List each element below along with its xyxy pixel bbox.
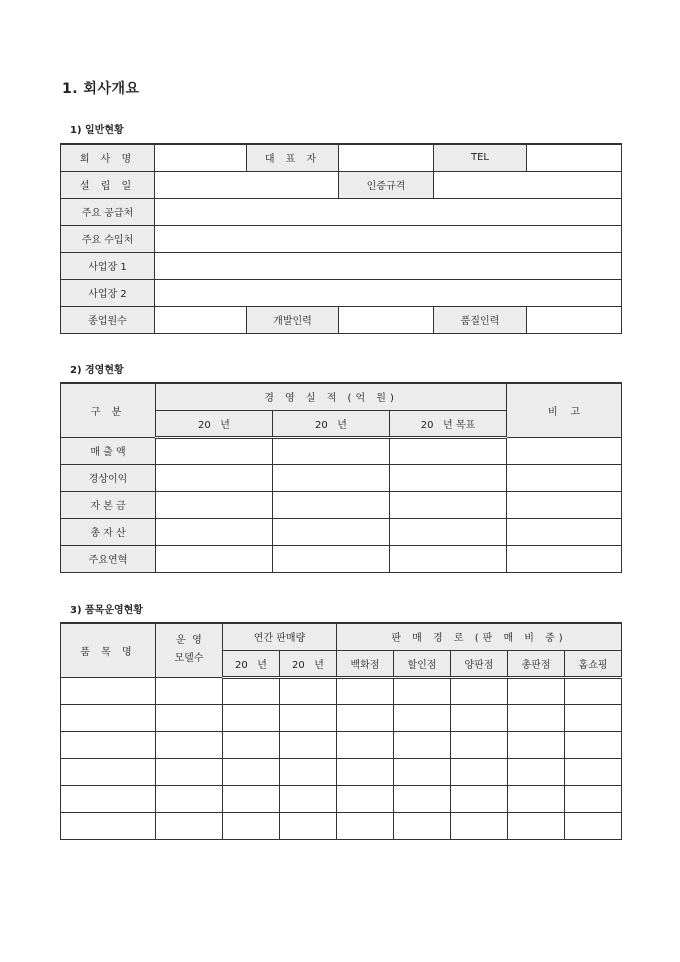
dev-staff-label: 개발인력 <box>247 306 339 333</box>
cell[interactable] <box>390 518 507 545</box>
cell[interactable] <box>223 731 280 758</box>
cell[interactable] <box>280 677 337 704</box>
cell[interactable] <box>394 785 451 812</box>
performance-header: 경 영 실 적 (억 원) <box>156 383 507 410</box>
cell[interactable] <box>156 437 273 464</box>
cell[interactable] <box>223 812 280 839</box>
cell[interactable] <box>280 812 337 839</box>
table-row <box>61 704 622 731</box>
cell[interactable] <box>156 704 223 731</box>
cell[interactable] <box>451 758 508 785</box>
main-supplier-field[interactable] <box>155 198 622 225</box>
cell[interactable] <box>394 758 451 785</box>
section3-heading: 3) 품목운영현황 <box>70 605 143 616</box>
channel-distributor: 총판점 <box>508 650 565 677</box>
cell[interactable] <box>451 731 508 758</box>
operating-models-header <box>156 623 223 677</box>
cell[interactable] <box>565 731 622 758</box>
year1-header: 20 년 <box>156 410 273 437</box>
cell[interactable] <box>507 464 622 491</box>
main-supplier-label: 주요 공급처 <box>61 198 155 225</box>
year3-header: 20 년 목표 <box>390 410 507 437</box>
cell[interactable] <box>61 812 156 839</box>
cell[interactable] <box>508 704 565 731</box>
item-name-header: 품 목 명 <box>61 623 156 677</box>
cell[interactable] <box>223 704 280 731</box>
cell[interactable] <box>507 491 622 518</box>
cell[interactable] <box>223 677 280 704</box>
cell[interactable] <box>223 785 280 812</box>
cell[interactable] <box>61 731 156 758</box>
cell[interactable] <box>156 491 273 518</box>
cell[interactable] <box>280 731 337 758</box>
cell[interactable] <box>223 758 280 785</box>
cell[interactable] <box>156 677 223 704</box>
product-operation-table <box>60 622 622 840</box>
employees-field[interactable] <box>155 306 247 333</box>
year2-header: 20 년 <box>273 410 390 437</box>
cell[interactable] <box>565 785 622 812</box>
remarks-header: 비 고 <box>507 383 622 437</box>
annual-sales-header: 연간 판매량 <box>223 623 337 650</box>
site2-field[interactable] <box>155 279 622 306</box>
certification-label: 인증규격 <box>339 171 434 198</box>
cell[interactable] <box>156 545 273 572</box>
cell[interactable] <box>61 704 156 731</box>
section1-heading: 1) 일반현황 <box>70 125 124 136</box>
channel-mass-retailer: 양판점 <box>451 650 508 677</box>
main-importer-label: 주요 수입처 <box>61 225 155 252</box>
table-row <box>61 812 622 839</box>
cell[interactable] <box>156 812 223 839</box>
cell[interactable] <box>337 758 394 785</box>
cell[interactable] <box>565 677 622 704</box>
channel-home-shopping: 홈쇼핑 <box>565 650 622 677</box>
table-row <box>61 758 622 785</box>
cell[interactable] <box>508 812 565 839</box>
channel-department-store: 백화점 <box>337 650 394 677</box>
year-a-header: 20 년 <box>223 650 280 677</box>
year-b-header: 20 년 <box>280 650 337 677</box>
cell[interactable] <box>565 704 622 731</box>
table-row <box>61 785 622 812</box>
cell[interactable] <box>337 704 394 731</box>
cell[interactable] <box>507 545 622 572</box>
operating-models-line2: 모델수 <box>174 653 204 665</box>
cell[interactable] <box>273 491 390 518</box>
cell[interactable] <box>337 812 394 839</box>
cell[interactable] <box>507 518 622 545</box>
tel-label: TEL <box>434 144 527 171</box>
category-header: 구 분 <box>61 383 156 437</box>
tel-field[interactable] <box>527 144 622 171</box>
cell[interactable] <box>337 731 394 758</box>
dev-staff-field[interactable] <box>339 306 434 333</box>
site1-field[interactable] <box>155 252 622 279</box>
channel-discount-store: 할인점 <box>394 650 451 677</box>
cell[interactable] <box>394 704 451 731</box>
cell[interactable] <box>273 518 390 545</box>
cell[interactable] <box>156 464 273 491</box>
cell[interactable] <box>565 758 622 785</box>
cell[interactable] <box>156 758 223 785</box>
cell[interactable] <box>280 704 337 731</box>
cell[interactable] <box>451 812 508 839</box>
company-name-label: 회 사 명 <box>61 144 155 171</box>
cell[interactable] <box>508 731 565 758</box>
section2-heading: 2) 경영현황 <box>70 365 124 376</box>
table-row <box>61 677 622 704</box>
established-label: 설 립 일 <box>61 171 155 198</box>
cell[interactable] <box>390 437 507 464</box>
cell[interactable] <box>273 545 390 572</box>
cell[interactable] <box>507 437 622 464</box>
cell[interactable] <box>508 758 565 785</box>
cell[interactable] <box>156 785 223 812</box>
cell[interactable] <box>390 491 507 518</box>
row-label-ordinary-profit: 경상이익 <box>61 464 156 491</box>
row-label-capital: 자 본 금 <box>61 491 156 518</box>
qc-staff-field[interactable] <box>527 306 622 333</box>
cell[interactable] <box>565 812 622 839</box>
table-row <box>61 731 622 758</box>
site1-label: 사업장 1 <box>61 252 155 279</box>
company-name-field[interactable] <box>155 144 247 171</box>
cell[interactable] <box>337 785 394 812</box>
cell[interactable] <box>394 731 451 758</box>
ceo-field[interactable] <box>339 144 434 171</box>
page-title: 1. 회사개요 <box>62 81 140 97</box>
operating-models-line1: 운 영 <box>176 635 202 647</box>
main-importer-field[interactable] <box>155 225 622 252</box>
general-status-table <box>60 143 622 334</box>
cell[interactable] <box>451 785 508 812</box>
cell[interactable] <box>337 677 394 704</box>
cell[interactable] <box>451 677 508 704</box>
management-status-table <box>60 382 622 573</box>
cell[interactable] <box>508 677 565 704</box>
row-label-total-assets: 총 자 산 <box>61 518 156 545</box>
cell[interactable] <box>156 518 273 545</box>
cell[interactable] <box>280 785 337 812</box>
row-label-history: 주요연혁 <box>61 545 156 572</box>
cell[interactable] <box>61 785 156 812</box>
qc-staff-label: 품질인력 <box>434 306 527 333</box>
cell[interactable] <box>273 437 390 464</box>
employees-label: 종업원수 <box>61 306 155 333</box>
cell[interactable] <box>451 704 508 731</box>
established-field[interactable] <box>155 171 339 198</box>
cell[interactable] <box>394 812 451 839</box>
row-label-sales: 매 출 액 <box>61 437 156 464</box>
site2-label: 사업장 2 <box>61 279 155 306</box>
ceo-label: 대 표 자 <box>247 144 339 171</box>
cell[interactable] <box>394 677 451 704</box>
cell[interactable] <box>61 758 156 785</box>
cell[interactable] <box>61 677 156 704</box>
cell[interactable] <box>390 464 507 491</box>
cell[interactable] <box>390 545 507 572</box>
cell[interactable] <box>280 758 337 785</box>
cell[interactable] <box>156 731 223 758</box>
cell[interactable] <box>508 785 565 812</box>
certification-field[interactable] <box>434 171 622 198</box>
sales-channel-header: 판 매 경 로 (판 매 비 중) <box>337 623 622 650</box>
cell[interactable] <box>273 464 390 491</box>
